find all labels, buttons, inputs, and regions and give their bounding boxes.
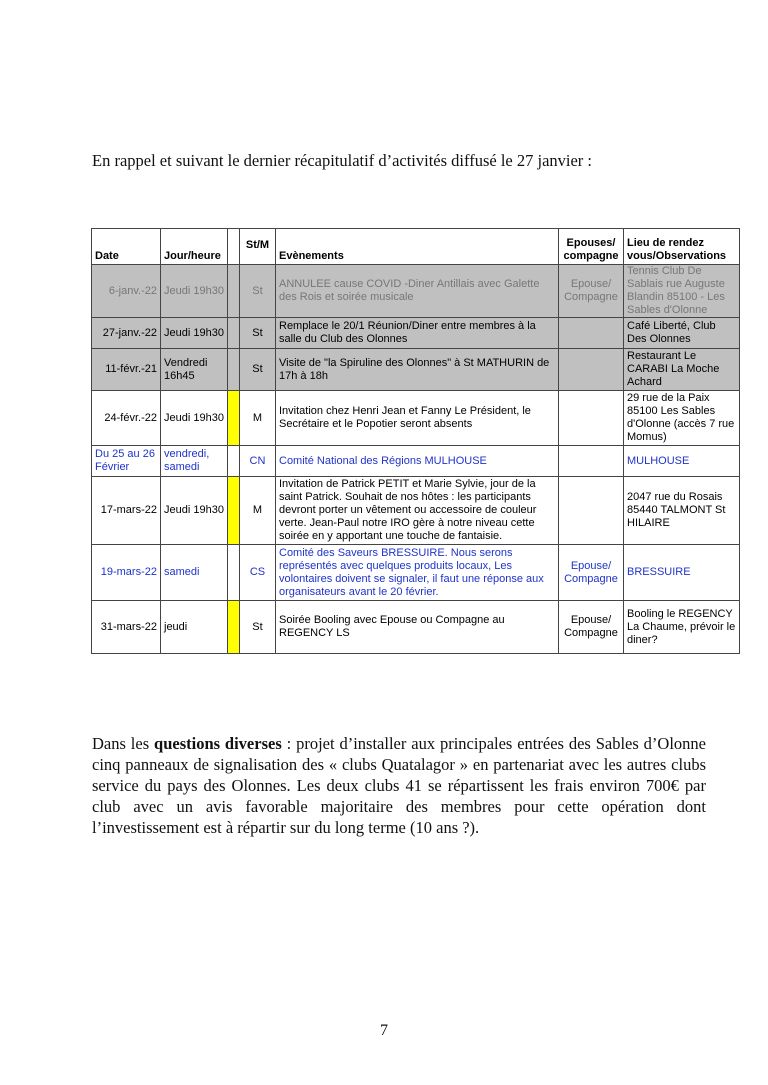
table-row <box>92 545 740 601</box>
header-stm: St/M <box>240 229 276 265</box>
para-text: : projet d’installer aux principales entrées des Sables d’Olonne cinq panneaux de signalisation des « clubs Quatalagor » en partenariat avec les autres clubs service du pays des Olonnes. Les deux clubs 41 se répartissent les frais environ 700€ par club avec un avis favorable majoritaire des membres pour cette opération dont l’investissement est à répartir sur du long terme (10 ans ?). <box>92 734 706 837</box>
cell-lieu: 29 rue de la Paix 85100 Les Sables d'Olonne (accès 7 rue Momus) <box>624 391 740 446</box>
cell-epouse <box>559 318 624 349</box>
cell-date: 6-janv.-22 <box>92 265 161 318</box>
cell-epouse <box>559 349 624 391</box>
cell-jour: samedi <box>161 545 228 601</box>
cell-marker <box>228 349 240 391</box>
cell-epouse: Epouse/ Compagne <box>559 601 624 654</box>
cell-event: ANNULEE cause COVID -Diner Antillais avec Galette des Rois et soirée musicale <box>276 265 559 318</box>
table-row <box>92 446 740 477</box>
cell-jour: Vendredi 16h45 <box>161 349 228 391</box>
cell-epouse <box>559 446 624 477</box>
table-header-row <box>92 229 740 265</box>
table-row <box>92 391 740 446</box>
activities-table <box>91 228 740 654</box>
cell-date: Du 25 au 26 Février <box>92 446 161 477</box>
cell-epouse <box>559 477 624 545</box>
cell-stm: St <box>240 601 276 654</box>
cell-jour: Jeudi 19h30 <box>161 391 228 446</box>
cell-lieu: MULHOUSE <box>624 446 740 477</box>
cell-stm: St <box>240 265 276 318</box>
cell-event: Comité des Saveurs BRESSUIRE. Nous serons représentés avec quelques produits locaux, Les volontaires doivent se signaler, il faut une réponse aux organisateurs avant le 20 février. <box>276 545 559 601</box>
header-date: Date <box>92 229 161 265</box>
cell-stm: St <box>240 318 276 349</box>
cell-stm: M <box>240 477 276 545</box>
cell-lieu: BRESSUIRE <box>624 545 740 601</box>
cell-jour: vendredi, samedi <box>161 446 228 477</box>
cell-stm: CS <box>240 545 276 601</box>
para-bold-term: questions diverses <box>154 734 282 753</box>
cell-event: Comité National des Régions MULHOUSE <box>276 446 559 477</box>
cell-date: 24-févr.-22 <box>92 391 161 446</box>
header-lieu: Lieu de rendez vous/Observations <box>624 229 740 265</box>
header-epouses: Epouses/ compagne <box>559 229 624 265</box>
cell-marker <box>228 545 240 601</box>
cell-marker <box>228 265 240 318</box>
cell-date: 11-févr.-21 <box>92 349 161 391</box>
cell-jour: jeudi <box>161 601 228 654</box>
cell-marker-highlight <box>228 477 240 545</box>
cell-event: Soirée Booling avec Epouse ou Compagne au REGENCY LS <box>276 601 559 654</box>
cell-epouse: Epouse/ Compagne <box>559 545 624 601</box>
questions-diverses-paragraph <box>92 733 706 838</box>
intro-text: En rappel et suivant le dernier récapitulatif d’activités diffusé le 27 janvier : <box>92 151 593 170</box>
cell-jour: Jeudi 19h30 <box>161 265 228 318</box>
cell-lieu: 2047 rue du Rosais 85440 TALMONT St HILAIRE <box>624 477 740 545</box>
cell-marker-highlight <box>228 601 240 654</box>
cell-marker-highlight <box>228 391 240 446</box>
cell-lieu: Café Liberté, Club Des Olonnes <box>624 318 740 349</box>
cell-date: 17-mars-22 <box>92 477 161 545</box>
cell-lieu: Booling le REGENCY La Chaume, prévoir le diner? <box>624 601 740 654</box>
table-row <box>92 601 740 654</box>
cell-stm: St <box>240 349 276 391</box>
table-row <box>92 477 740 545</box>
cell-event: Invitation chez Henri Jean et Fanny Le Président, le Secrétaire et le Popotier seront absents <box>276 391 559 446</box>
cell-epouse <box>559 391 624 446</box>
cell-jour: Jeudi 19h30 <box>161 318 228 349</box>
cell-stm: M <box>240 391 276 446</box>
cell-date: 19-mars-22 <box>92 545 161 601</box>
cell-jour: Jeudi 19h30 <box>161 477 228 545</box>
header-events: Evènements <box>276 229 559 265</box>
cell-marker <box>228 446 240 477</box>
table-row <box>92 265 740 318</box>
cell-date: 31-mars-22 <box>92 601 161 654</box>
cell-epouse: Epouse/ Compagne <box>559 265 624 318</box>
cell-lieu: Restaurant Le CARABI La Moche Achard <box>624 349 740 391</box>
cell-event: Visite de "la Spiruline des Olonnes" à St MATHURIN de 17h à 18h <box>276 349 559 391</box>
header-jour: Jour/heure <box>161 229 228 265</box>
cell-date: 27-janv.-22 <box>92 318 161 349</box>
para-prefix: Dans les <box>92 734 155 753</box>
page-number: 7 <box>380 1022 388 1039</box>
cell-lieu: Tennis Club De Sablais rue Auguste Blandin 85100 - Les Sables d'Olonne <box>624 265 740 318</box>
table-row <box>92 318 740 349</box>
cell-marker <box>228 318 240 349</box>
cell-stm: CN <box>240 446 276 477</box>
header-marker <box>228 229 240 265</box>
cell-event: Remplace le 20/1 Réunion/Diner entre membres à la salle du Club des Olonnes <box>276 318 559 349</box>
table-row <box>92 349 740 391</box>
cell-event: Invitation de Patrick PETIT et Marie Sylvie, jour de la saint Patrick. Souhait de nos hôtes : les participants devront porter un vêtement ou accessoire de couleur verte. Jean-Paul notre IRO gère à notre niveau cette soirée en y apportant une touche de fantaisie. <box>276 477 559 545</box>
